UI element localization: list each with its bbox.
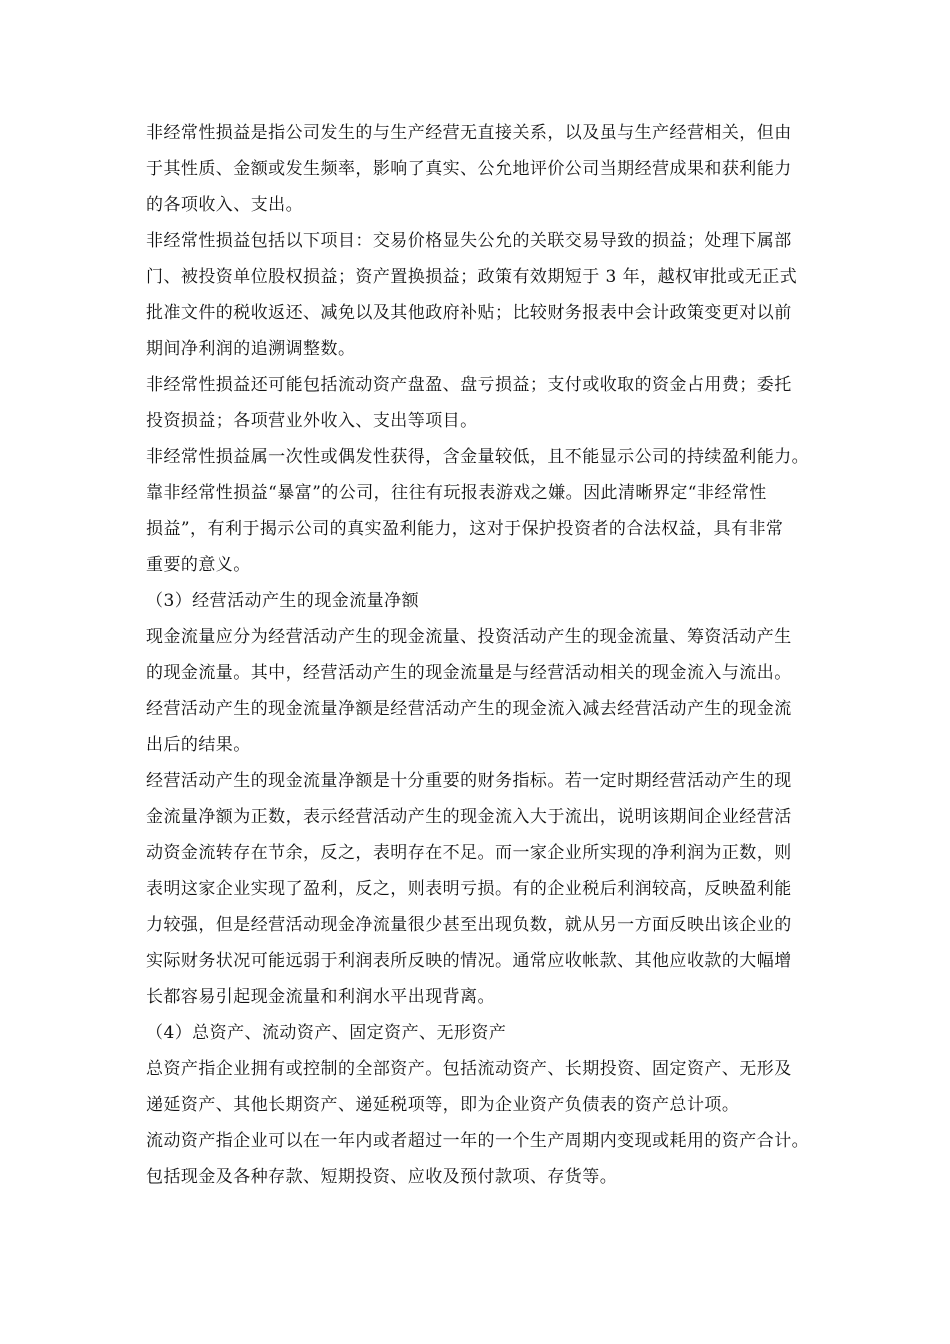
- text-line: 非经常性损益属一次性或偶发性获得，含金量较低，且不能显示公司的持续盈利能力。: [146, 447, 810, 467]
- section-heading: （4）总资产、流动资产、固定资产、无形资产: [146, 1023, 507, 1043]
- text-line: 靠非经常性损益“暴富”的公司，往往有玩报表游戏之嫌。因此清晰界定“非经常性: [146, 483, 767, 503]
- text-line: 非经常性损益是指公司发生的与生产经营无直接关系，以及虽与生产经营相关，但由: [146, 123, 792, 143]
- text-line: 经营活动产生的现金流量净额是经营活动产生的现金流入减去经营活动产生的现金流: [146, 699, 792, 719]
- text-line: 递延资产、其他长期资产、递延税项等，即为企业资产负债表的资产总计项。: [146, 1095, 740, 1115]
- text-line: 力较强，但是经营活动现金净流量很少甚至出现负数，就从另一方面反映出该企业的: [146, 915, 792, 935]
- text-line: 于其性质、金额或发生频率，影响了真实、公允地评价公司当期经营成果和获利能力: [146, 159, 792, 179]
- text-line: 流动资产指企业可以在一年内或者超过一年的一个生产周期内变现或耗用的资产合计。: [146, 1131, 810, 1151]
- text-line: 实际财务状况可能远弱于利润表所反映的情况。通常应收帐款、其他应收款的大幅增: [146, 951, 792, 971]
- text-line: 总资产指企业拥有或控制的全部资产。包括流动资产、长期投资、固定资产、无形及: [146, 1059, 792, 1079]
- text-line: 包括现金及各种存款、短期投资、应收及预付款项、存货等。: [146, 1167, 618, 1187]
- text-line: 金流量净额为正数，表示经营活动产生的现金流入大于流出，说明该期间企业经营活: [146, 807, 792, 827]
- text-line: 出后的结果。: [146, 735, 251, 755]
- text-line: 批准文件的税收返还、减免以及其他政府补贴；比较财务报表中会计政策变更对以前: [146, 303, 792, 323]
- section-heading: （3）经营活动产生的现金流量净额: [146, 591, 420, 611]
- text-line: 损益”，有利于揭示公司的真实盈利能力，这对于保护投资者的合法权益，具有非常: [146, 519, 784, 539]
- text-line: 的现金流量。其中，经营活动产生的现金流量是与经营活动相关的现金流入与流出。: [146, 663, 792, 683]
- text-line: 投资损益；各项营业外收入、支出等项目。: [146, 411, 478, 431]
- text-line: 的各项收入、支出。: [146, 195, 304, 215]
- text-line: 门、被投资单位股权损益；资产置换损益；政策有效期短于 3 年，越权审批或无正式: [146, 267, 798, 287]
- text-line: 非经常性损益还可能包括流动资产盘盈、盘亏损益；支付或收取的资金占用费；委托: [146, 375, 792, 395]
- text-line: 现金流量应分为经营活动产生的现金流量、投资活动产生的现金流量、筹资活动产生: [146, 627, 792, 647]
- text-line: 经营活动产生的现金流量净额是十分重要的财务指标。若一定时期经营活动产生的现: [146, 771, 792, 791]
- text-line: 非经常性损益包括以下项目：交易价格显失公允的关联交易导致的损益；处理下属部: [146, 231, 792, 251]
- text-line: 期间净利润的追溯调整数。: [146, 339, 356, 359]
- text-line: 重要的意义。: [146, 555, 251, 575]
- text-line: 长都容易引起现金流量和利润水平出现背离。: [146, 987, 495, 1007]
- text-line: 动资金流转存在节余，反之，表明存在不足。而一家企业所实现的净利润为正数，则: [146, 843, 792, 863]
- text-line: 表明这家企业实现了盈利，反之，则表明亏损。有的企业税后利润较高，反映盈利能: [146, 879, 792, 899]
